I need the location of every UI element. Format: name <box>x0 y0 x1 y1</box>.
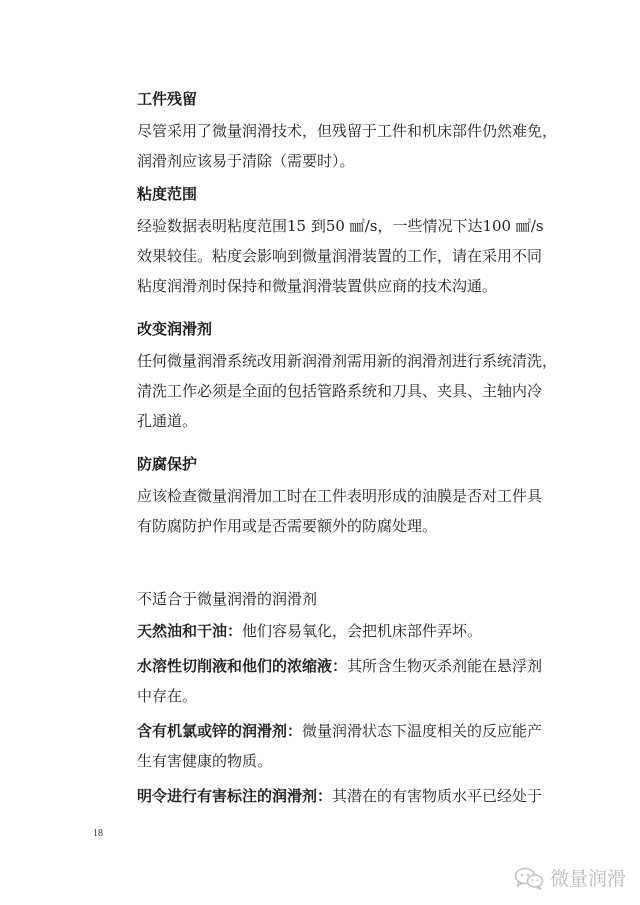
unsuitable-item <box>137 716 567 776</box>
item-line <box>137 651 567 681</box>
watermark <box>514 864 626 891</box>
section-heading: 防腐保护 <box>137 455 198 473</box>
item-desc: 微量润滑状态下温度相关的反应能产 <box>302 722 543 740</box>
item-desc: 其所含生物灭杀剂能在悬浮剂 <box>347 657 543 675</box>
section-body <box>137 211 567 301</box>
section-change-lubricant <box>137 319 567 436</box>
item-term: 天然油和干油： <box>137 622 243 640</box>
body-line: 孔通道。 <box>137 412 198 430</box>
unsuitable-item <box>137 616 567 646</box>
section-heading: 改变润滑剂 <box>137 320 213 338</box>
item-line: 生有害健康的物质。 <box>137 752 273 770</box>
body-line: 有防腐防护作用或是否需要额外的防腐处理。 <box>137 517 438 535</box>
body-line: 任何微量润滑系统改用新润滑剂需用新的润滑剂进行系统清洗， <box>137 352 558 370</box>
section-heading: 不适合于微量润滑的润滑剂 <box>137 590 318 608</box>
item-line <box>137 616 567 646</box>
section-heading: 工件残留 <box>137 90 198 108</box>
section-body <box>137 481 567 541</box>
item-line: 中存在。 <box>137 687 198 705</box>
section-body <box>137 116 567 176</box>
unsuitable-item <box>137 651 567 711</box>
body-line: 经验数据表明粘度范围15 到50 ㎟/s，一些情况下达100 ㎟/s <box>137 217 544 235</box>
item-desc: 其潜在的有害物质水平已经处于 <box>332 787 543 805</box>
section-heading: 粘度范围 <box>137 185 198 203</box>
section-body <box>137 346 567 436</box>
body-line: 效果较佳。粘度会影响到微量润滑装置的工作，请在采用不同 <box>137 247 543 265</box>
body-line: 润滑剂应该易于清除（需要时）。 <box>137 152 355 170</box>
section-corrosion-protection <box>137 454 567 541</box>
page-number: 18 <box>93 828 103 839</box>
body-line: 应该检查微量润滑加工时在工件表明形成的油膜是否对工件具 <box>137 487 543 505</box>
body-line: 尽管采用了微量润滑技术，但残留于工件和机床部件仍然难免， <box>137 122 558 140</box>
item-term: 水溶性切削液和他们的浓缩液： <box>137 657 348 675</box>
watermark-text: 微量润滑 <box>549 868 626 890</box>
section-unsuitable-lubricants <box>137 589 567 811</box>
unsuitable-item <box>137 781 567 811</box>
body-line: 粘度润滑剂时保持和微量润滑装置供应商的技术沟通。 <box>137 277 498 295</box>
body-line: 清洗工作必须是全面的包括管路系统和刀具、夹具、主轴内冷 <box>137 382 543 400</box>
section-workpiece-residue <box>137 89 567 176</box>
item-term: 含有机氯或锌的润滑剂： <box>137 722 303 740</box>
item-term: 明令进行有害标注的润滑剂： <box>137 787 333 805</box>
item-line <box>137 781 567 811</box>
item-line <box>137 716 567 746</box>
wechat-icon <box>514 866 544 890</box>
item-desc: 他们容易氧化，会把机床部件弄坏。 <box>242 622 483 640</box>
section-viscosity-range <box>137 184 567 301</box>
